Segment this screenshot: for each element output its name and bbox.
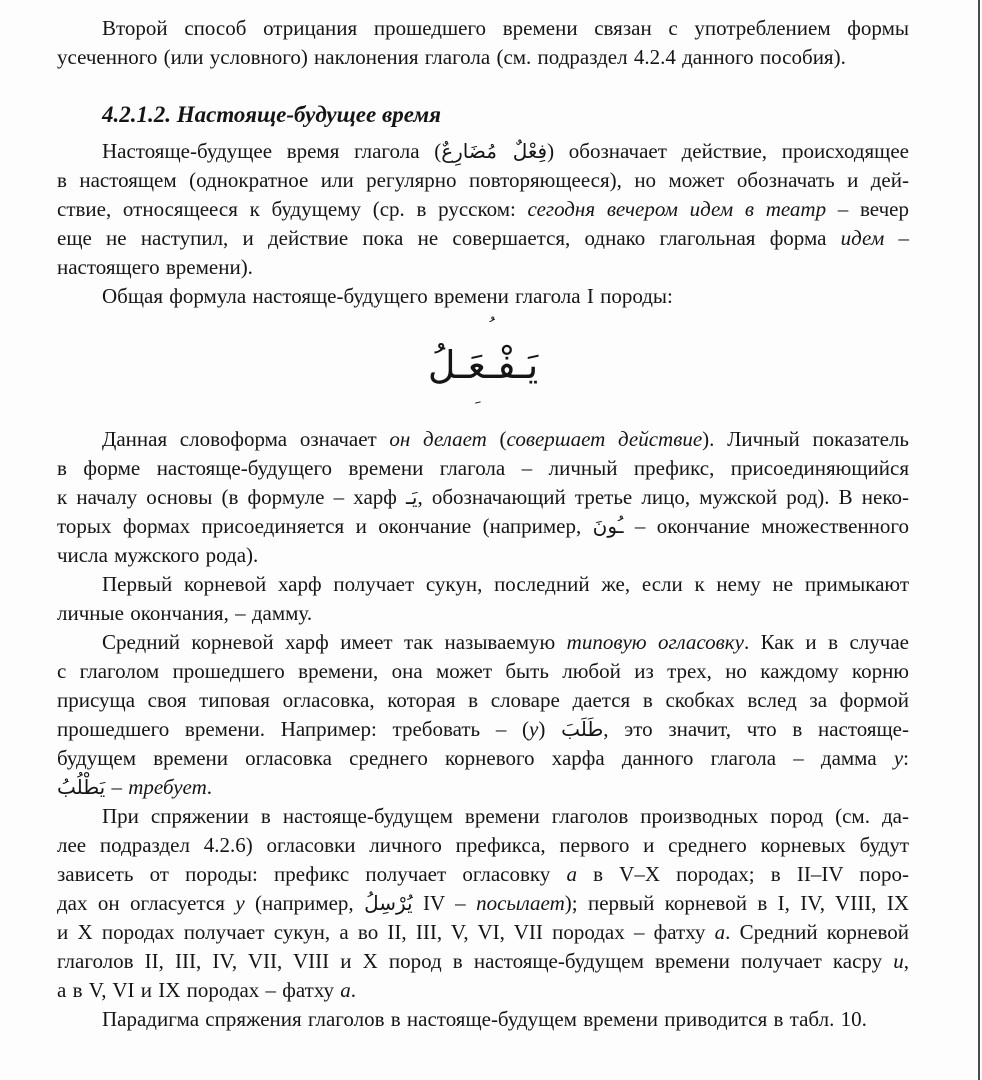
text-line — [57, 224, 909, 253]
text-run: IV – — [412, 891, 477, 915]
text-line — [57, 14, 909, 43]
text-run: . Средний корневой — [725, 920, 909, 944]
arabic-text: طَلَبَ — [561, 717, 604, 741]
text-run: сегодня вечером идем в театр — [527, 197, 827, 221]
text-line — [57, 43, 909, 72]
text-line — [57, 657, 909, 686]
text-line — [57, 715, 909, 744]
paragraph — [57, 628, 909, 802]
text-run: Второй способ отрицания прошедшего времени связан с употреблением формы — [102, 16, 909, 40]
text-run: Данная словоформа означает — [102, 427, 390, 451]
text-line — [57, 918, 909, 947]
text-line — [57, 628, 909, 657]
text-run: требует — [128, 775, 207, 799]
paragraph — [57, 425, 909, 570]
text-run: ); первый корневой в I, IV, VIII, IX — [564, 891, 909, 915]
text-run: и — [893, 949, 904, 973]
text-line — [57, 1005, 909, 1034]
text-line — [57, 744, 909, 773]
text-run: торых формах присоединяется и окончание (например, — [57, 514, 593, 538]
text-line — [57, 860, 909, 889]
text-line — [57, 137, 909, 166]
text-run: ствие, относящееся к будущему (ср. в русском: — [57, 197, 528, 221]
document-body — [57, 14, 909, 1034]
text-run: числа мужского рода). — [57, 543, 259, 567]
text-run: у — [235, 891, 245, 915]
text-run: – окончание множественного — [623, 514, 909, 538]
text-line — [57, 976, 909, 1005]
text-run: у — [893, 746, 904, 770]
text-line — [57, 570, 909, 599]
text-run: При спряжении в настояще-будущем времени глаголов производных пород (см. да- — [102, 804, 909, 828]
arabic-text: يَـ — [406, 485, 418, 509]
text-line — [57, 599, 909, 628]
text-run: ) обозначает действие, происходящее — [547, 139, 909, 163]
text-line — [57, 802, 909, 831]
text-line — [57, 253, 909, 282]
text-run: (например, — [244, 891, 365, 915]
text-run: . — [206, 775, 213, 799]
text-run: зависеть от породы: префикс получает огласовку — [57, 862, 567, 886]
paragraph — [57, 570, 909, 628]
text-run: в настоящем (однократное или регулярно повторяющееся), но может обозначать и дей- — [57, 168, 909, 192]
text-run: усеченного (или условного) наклонения глагола (см. подраздел 4.2.4 данного пособия). — [57, 45, 846, 69]
text-line — [57, 889, 909, 918]
text-run: – — [105, 775, 129, 799]
text-line — [57, 454, 909, 483]
text-line — [57, 947, 909, 976]
text-line — [57, 195, 909, 224]
formula-block — [57, 333, 909, 405]
text-run: присуща своя типовая огласовка, которая в словаре дается в скобках вслед за формой — [57, 688, 909, 712]
text-run: еще не наступил, и действие пока не совершается, однако глагольная форма — [57, 226, 841, 250]
text-run: а — [340, 978, 351, 1002]
text-line — [57, 483, 909, 512]
arabic-text: يَطْلُبُ — [57, 775, 106, 799]
text-run: дах он огласуется — [57, 891, 236, 915]
paragraph — [57, 14, 909, 72]
paragraph — [57, 137, 909, 282]
text-run: а — [714, 920, 726, 944]
text-run: : — [903, 746, 909, 770]
text-run: и X породах получает сукун, а во II, III, V, VI, VII породах – фатху — [57, 920, 715, 944]
text-run: личные окончания, – дамму. — [57, 601, 313, 625]
text-run: он делает — [389, 427, 487, 451]
text-run: лее подраздел 4.2.6) огласовки личного префикса, первого и среднего корневых будут — [57, 833, 909, 857]
text-run: у — [529, 717, 539, 741]
page-edge-line — [978, 0, 980, 1080]
text-run: Средний корневой харф имеет так называемую — [102, 630, 567, 654]
text-run: посылает — [476, 891, 565, 915]
text-run: глаголов II, III, IV, VII, VIII и X пород в настояще-будущем времени получает касру — [57, 949, 894, 973]
text-run: типовую огласовку — [566, 630, 744, 654]
arabic-text: يُرْسِلُ — [364, 891, 413, 915]
text-run: Парадигма спряжения глаголов в настояще-будущем времени приводится в табл. 10. — [102, 1007, 867, 1031]
text-run: . — [350, 978, 357, 1002]
text-run: идем — [840, 226, 885, 250]
paragraph — [57, 1005, 909, 1034]
section-heading: 4.2.1.2. Настояще-будущее время — [102, 102, 441, 127]
text-run: а в V, VI и IX породах – фатху — [57, 978, 341, 1002]
text-run: в V–X породах; в II–IV поро- — [576, 862, 909, 886]
text-run: ). Личный показатель — [702, 427, 910, 451]
text-run: Общая формула настояще-будущего времени глагола I породы: — [102, 284, 673, 308]
text-line — [57, 831, 909, 860]
text-run: ) — [538, 717, 562, 741]
text-run: настоящего времени). — [57, 255, 253, 279]
text-run: прошедшего времени. Например: требовать – ( — [57, 717, 530, 741]
text-run: ( — [486, 427, 507, 451]
text-run: – вечер — [826, 197, 909, 221]
text-run: , — [903, 949, 909, 973]
text-line — [57, 512, 909, 541]
paragraph — [57, 282, 909, 311]
text-run: . Как и в случае — [743, 630, 910, 654]
text-run: в форме настояще-будущего времени глагола – личный префикс, присоединяющийся — [57, 456, 909, 480]
text-run: совершает действие — [506, 427, 703, 451]
text-line — [57, 773, 909, 802]
text-run: а — [566, 862, 577, 886]
text-run: Настояще-будущее время глагола ( — [102, 139, 442, 163]
text-line — [57, 686, 909, 715]
arabic-text: ـُونَ — [592, 514, 624, 538]
text-run: с глаголом прошедшего времени, она может быть любой из трех, но каждому корню — [57, 659, 909, 683]
text-run: Первый корневой харф получает сукун, последний же, если к нему не примыкают — [102, 572, 909, 596]
formula-arabic: يَـفْـعَـلُ — [427, 343, 539, 387]
text-run: , это значит, что в настояще- — [603, 717, 910, 741]
arabic-text: فِعْلٌ مُضَارِعٌ — [441, 139, 548, 163]
text-run: , обозначающий третье лицо, мужской род). В неко- — [417, 485, 909, 509]
text-line — [57, 425, 909, 454]
paragraph — [57, 802, 909, 1005]
text-run: к началу основы (в формуле – харф — [57, 485, 407, 509]
text-run: – — [884, 226, 909, 250]
text-line — [57, 282, 909, 311]
text-line — [57, 541, 909, 570]
text-run: будущем времени огласовка среднего корневого харфа данного глагола – дамма — [57, 746, 894, 770]
text-line — [57, 166, 909, 195]
